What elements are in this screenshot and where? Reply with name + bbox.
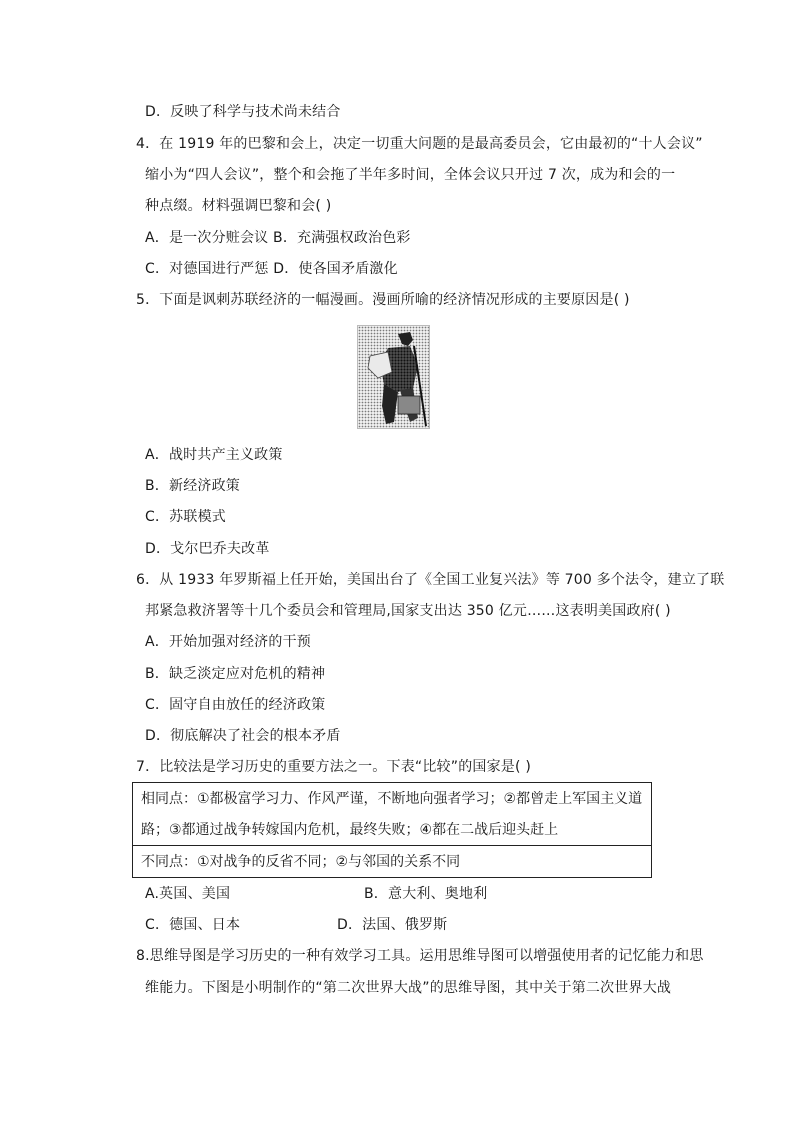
q4-options-row2: C．对德国进行严惩 D．使各国矛盾激化 [145, 261, 398, 277]
q5-option-c: C．苏联模式 [145, 509, 226, 525]
q5-option-a: A．战时共产主义政策 [145, 447, 283, 463]
q5-option-b: B．新经济政策 [145, 478, 241, 494]
q8-stem-line1: 8.思维导图是学习历史的一种有效学习工具。运用思维导图可以增强使用者的记忆能力和思 [136, 948, 704, 964]
cartoon-image [357, 325, 430, 429]
q4-stem-line2: 缩小为“四人会议”，整个和会拖了半年多时间，全体会议只开过 7 次，成为和会的一 [145, 167, 676, 183]
q6-option-d: D．彻底解决了社会的根本矛盾 [145, 728, 341, 744]
q7-stem: 7．比较法是学习历史的重要方法之一。下表“比较”的国家是( ) [136, 759, 531, 775]
q5-option-d: D．戈尔巴乔夫改革 [145, 541, 270, 557]
q6-option-c: C．固守自由放任的经济政策 [145, 697, 326, 713]
q6-stem-line1: 6．从 1933 年罗斯福上任开始，美国出台了《全国工业复兴法》等 700 多个法令，建立了联 [136, 572, 725, 588]
table-divider [133, 845, 651, 846]
table-diff: 不同点：①对战争的反省不同；②与邻国的关系不同 [141, 854, 461, 870]
q7-option-c: C．德国、日本 [145, 917, 241, 933]
comparison-table [132, 782, 652, 878]
cartoon-illustration [358, 326, 430, 429]
q6-option-a: A．开始加强对经济的干预 [145, 634, 311, 650]
q4-stem-line1: 4．在 1919 年的巴黎和会上，决定一切重大问题的是最高委员会，它由最初的“十人会议” [136, 136, 703, 152]
q4-stem-line3: 种点缀。材料强调巴黎和会( ) [145, 198, 332, 214]
q6-stem-line2: 邦紧急救济署等十几个委员会和管理局,国家支出达 350 亿元……这表明美国政府( ) [145, 603, 671, 619]
q6-option-b: B．缺乏淡定应对危机的精神 [145, 666, 326, 682]
q5-stem: 5．下面是讽刺苏联经济的一幅漫画。漫画所喻的经济情况形成的主要原因是( ) [136, 292, 630, 308]
q3-option-d: D．反映了科学与技术尚未结合 [145, 104, 341, 120]
table-same-line1: 相同点：①都极富学习力、作风严谨，不断地向强者学习；②都曾走上军国主义道 [141, 791, 643, 807]
table-same-line2: 路；③都通过战争转嫁国内危机，最终失败；④都在二战后迎头赶上 [141, 822, 559, 838]
q7-option-a: A.英国、美国 [145, 886, 231, 902]
q8-stem-line2: 维能力。下图是小明制作的“第二次世界大战”的思维导图，其中关于第二次世界大战 [145, 980, 672, 996]
q7-option-d: D．法国、俄罗斯 [337, 917, 448, 933]
q4-options-row1: A．是一次分赃会议 B．充满强权政治色彩 [145, 230, 411, 246]
q7-option-b: B．意大利、奥地利 [364, 886, 488, 902]
